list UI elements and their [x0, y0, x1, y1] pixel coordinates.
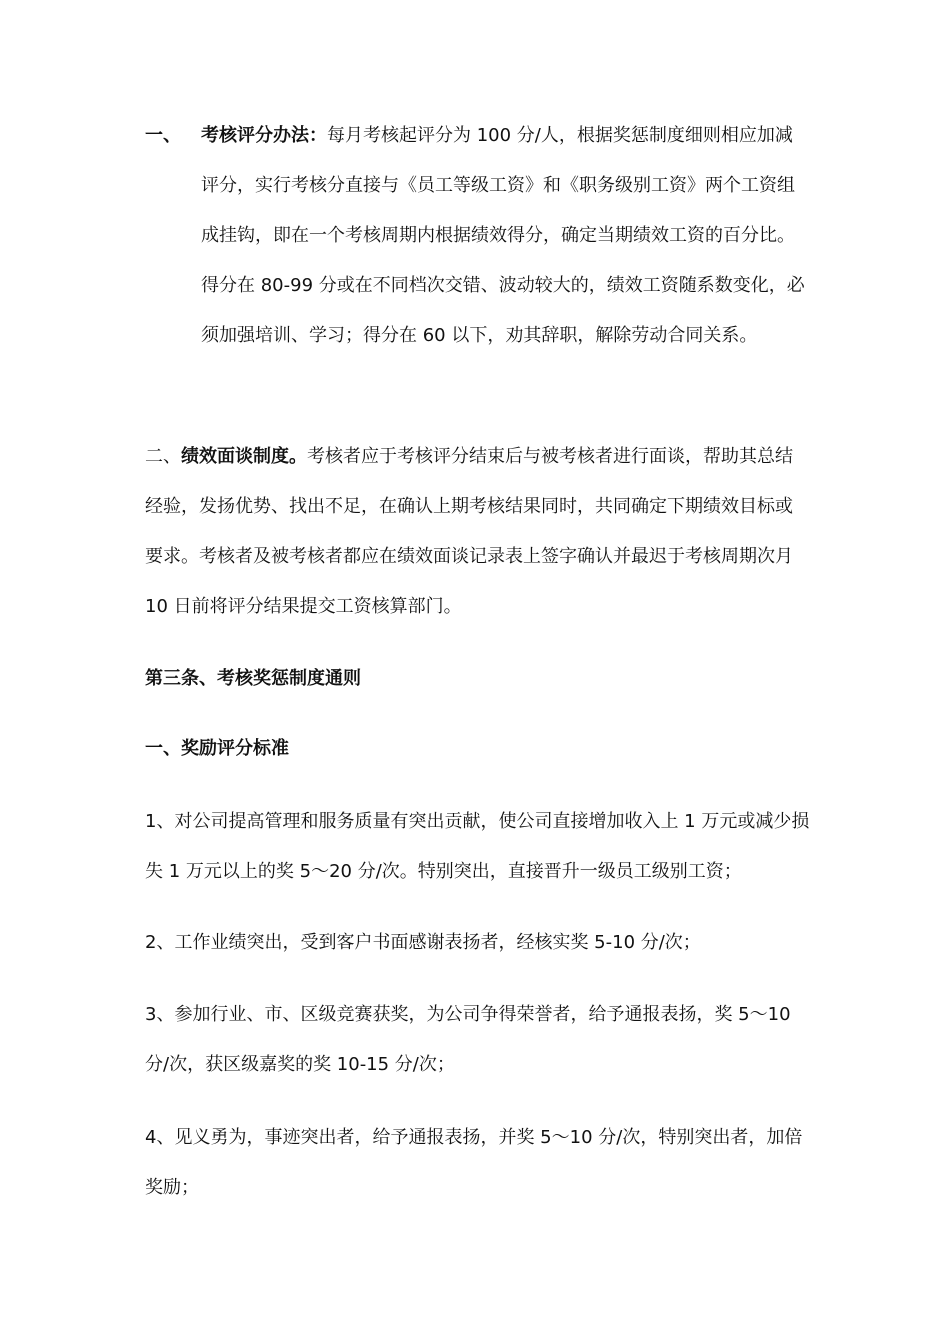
section-title: 考核评分办法：: [201, 125, 327, 146]
section-body: [201, 111, 810, 361]
section-number: 一、: [145, 125, 181, 146]
section-text: 每月考核起评分为 100 分/人，根据奖惩制度细则相应加减评分，实行考核分直接与《员工等级工资》和《职务级别工资》两个工资组成挂钩，即在一个考核周期内根据绩效得分，确定当期绩效工资的百分比。得分在 80-99 分或在不同档次交错、波动较大的，绩效工资随系数变化，必须加强培训、学习；得分在 60 以下，劝其辞职，解除劳动合同关系。: [201, 125, 805, 346]
reward-item: 2、工作业绩突出，受到客户书面感谢表扬者，经核实奖 5-10 分/次；: [145, 932, 701, 953]
reward-standard-heading: 一、奖励评分标准: [145, 738, 289, 759]
section-performance-interview: [145, 432, 810, 632]
section-text: 考核者应于考核评分结束后与被考核者进行面谈，帮助其总结经验，发扬优势、找出不足，在确认上期考核结果同时，共同确定下期绩效目标或要求。考核者及被考核者都应在绩效面谈记录表上签字确认并最迟于考核周期次月 10 日前将评分结果提交工资核算部门。: [145, 446, 793, 617]
reward-item: 3、参加行业、市、区级竞赛获奖，为公司争得荣誉者，给予通报表扬，奖 5～10 分/次，获区级嘉奖的奖 10-15 分/次；: [145, 1004, 791, 1075]
reward-item: 1、对公司提高管理和服务质量有突出贡献，使公司直接增加收入上 1 万元或减少损失 1 万元以上的奖 5～20 分/次。特别突出，直接晋升一级员工级别工资；: [145, 811, 810, 882]
article-heading: 第三条、考核奖惩制度通则: [145, 668, 361, 689]
reward-item: 4、见义勇为，事迹突出者，给予通报表扬，并奖 5～10 分/次，特别突出者，加倍奖励；: [145, 1127, 803, 1198]
section-title: 绩效面谈制度。: [181, 446, 307, 467]
section-number: 二、: [145, 446, 181, 467]
